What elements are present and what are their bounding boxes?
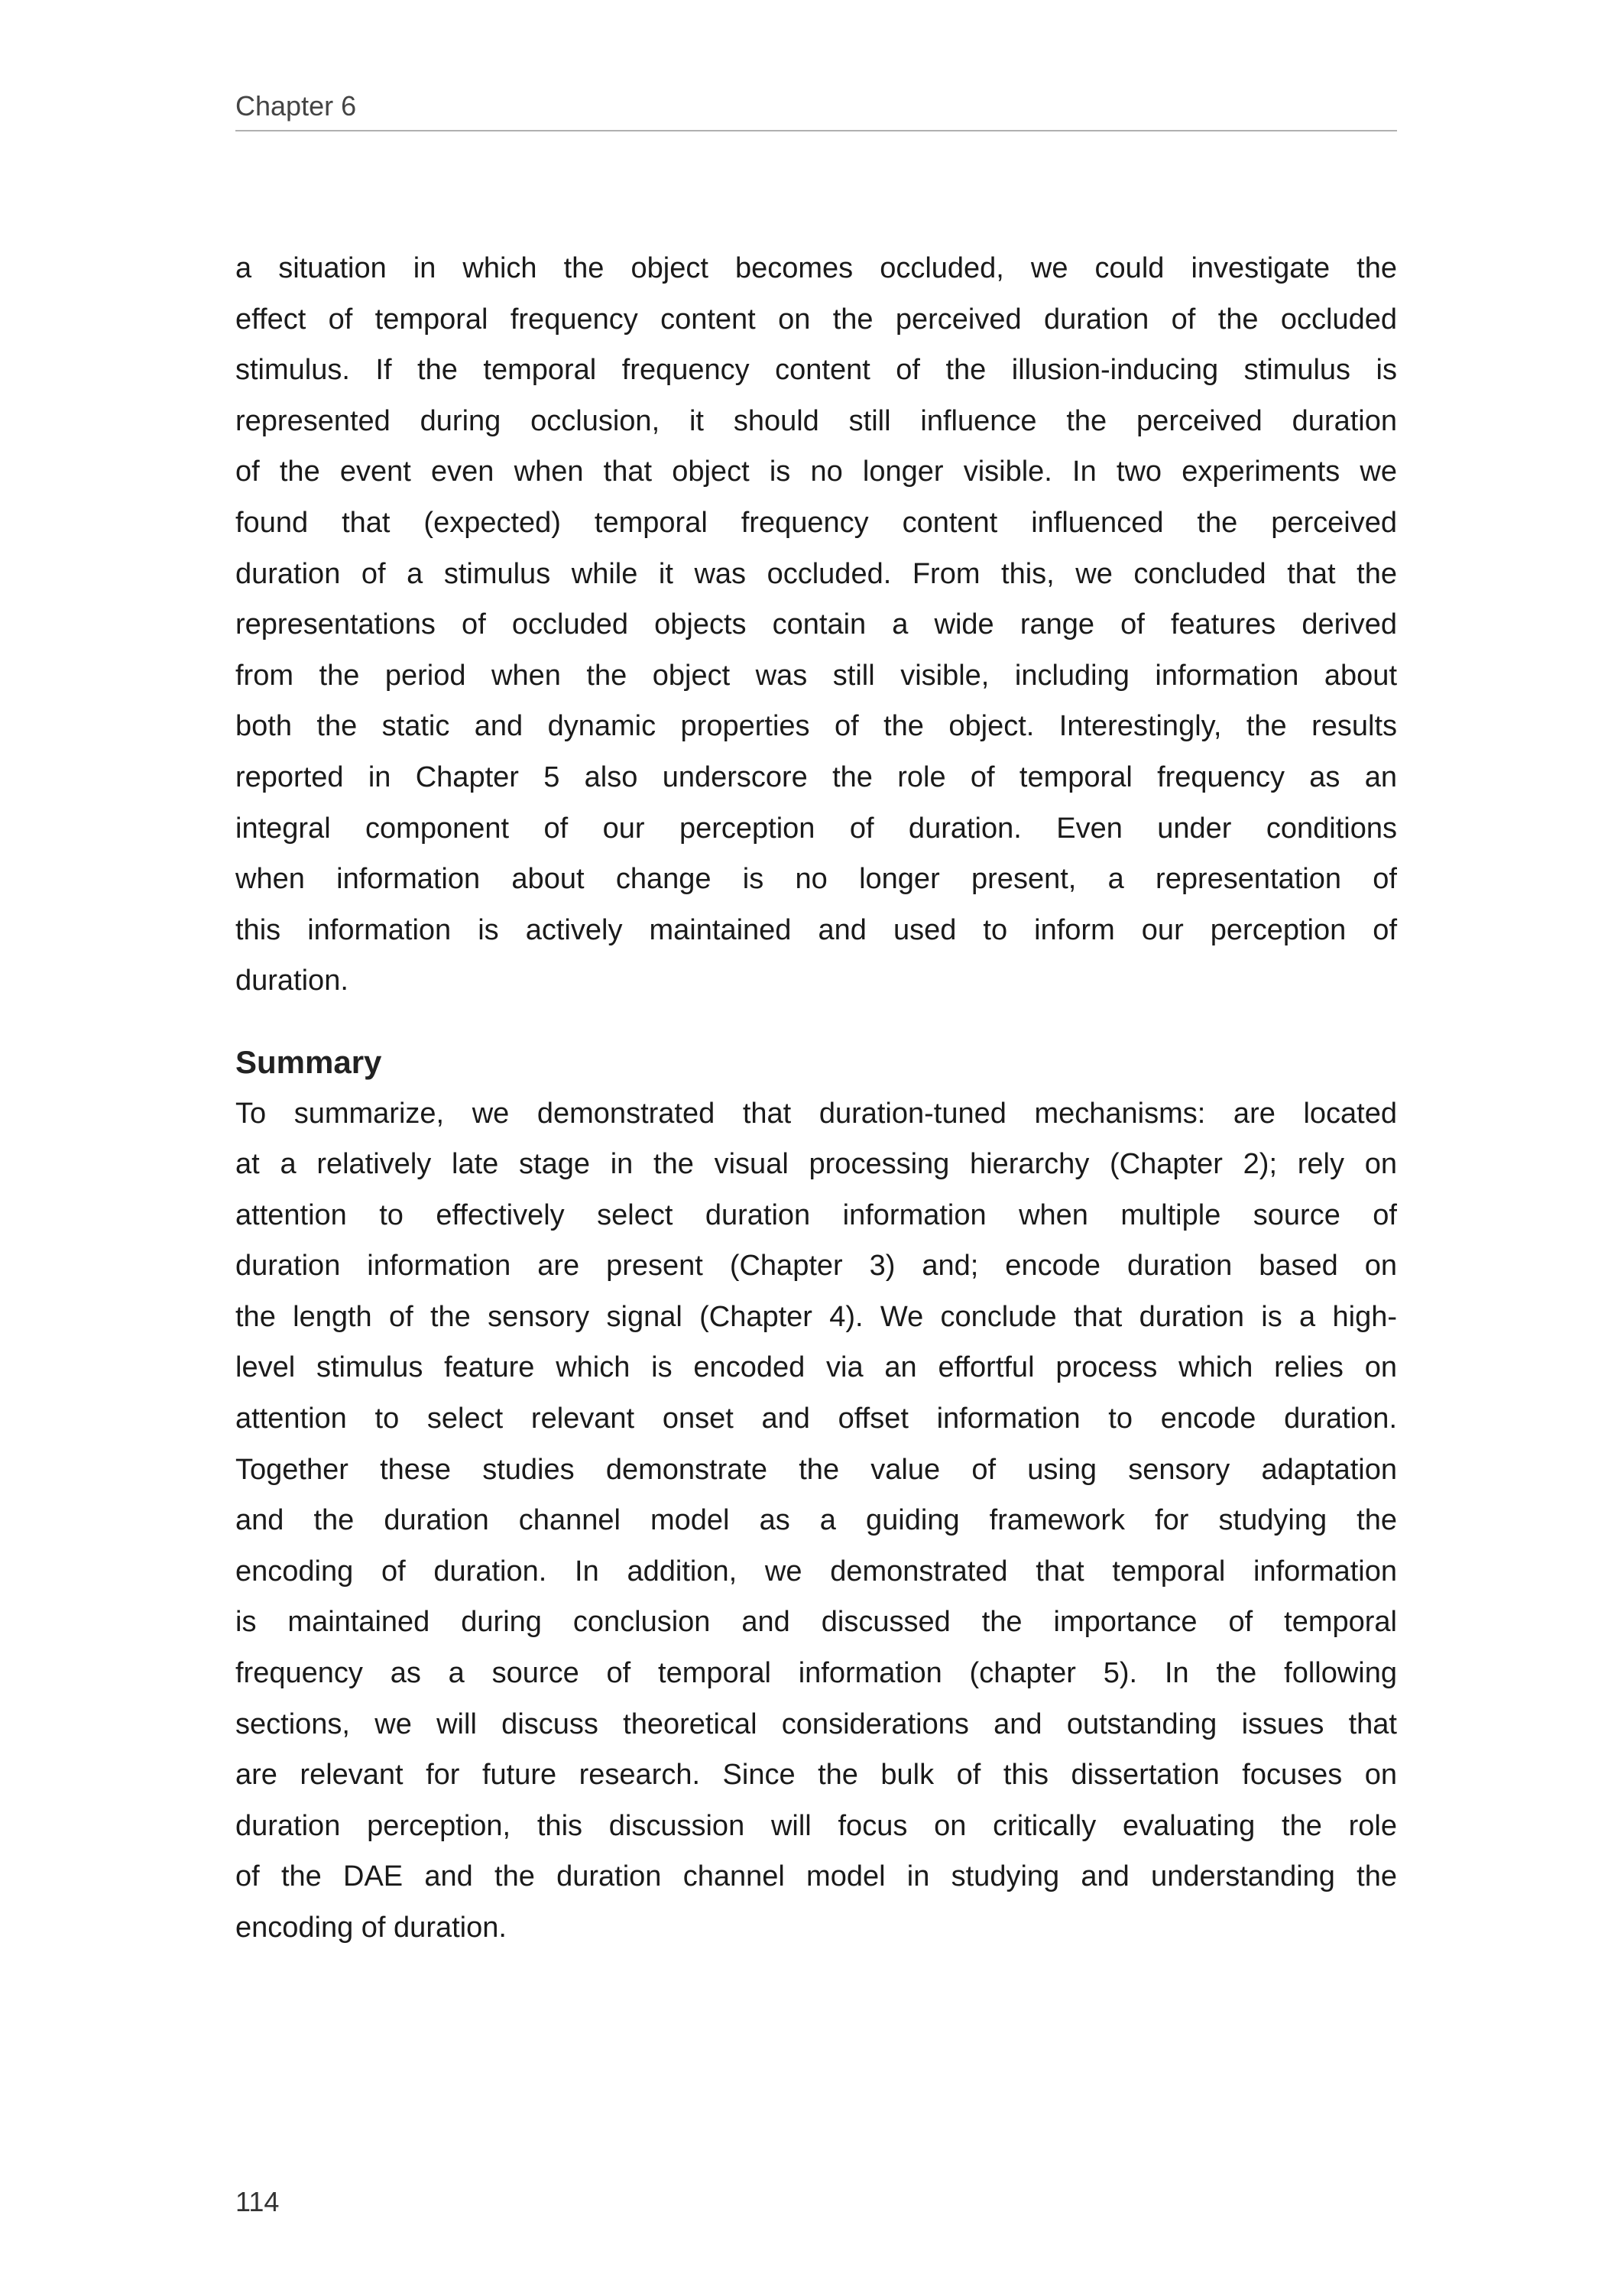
text-line: of the event even when that object is no longer visible. In two experiments we [235, 456, 1397, 488]
text-line: level stimulus feature which is encoded via an effortful process which relies on [235, 1351, 1397, 1384]
text-line: at a relatively late stage in the visual processing hierarchy (Chapter 2); rely on [235, 1148, 1397, 1181]
text-line: a situation in which the object becomes occluded, we could investigate the [235, 252, 1397, 284]
paragraph [235, 243, 1397, 1007]
summary-paragraph [235, 1088, 1397, 1954]
text-line: is maintained during conclusion and discussed the importance of temporal [235, 1606, 1397, 1639]
text-line: duration. [235, 965, 348, 997]
text-line: from the period when the object was still visible, including information about [235, 659, 1397, 692]
text-line: duration information are present (Chapter 3) and; encode duration based on [235, 1250, 1397, 1283]
text-line: effect of temporal frequency content on the perceived duration of the occluded [235, 303, 1397, 336]
text-line: sections, we will discuss theoretical considerations and outstanding issues that [235, 1708, 1397, 1740]
header-rule [235, 130, 1397, 131]
running-head: Chapter 6 [235, 90, 357, 122]
body-text [235, 243, 1397, 1954]
page-number: 114 [235, 2186, 280, 2217]
text-line: of the DAE and the duration channel model in studying and understanding the [235, 1860, 1397, 1893]
text-line: and the duration channel model as a guiding framework for studying the [235, 1504, 1397, 1537]
section-heading-summary: Summary [235, 1043, 382, 1080]
text-line: the length of the sensory signal (Chapter 4). We conclude that duration is a high- [235, 1300, 1397, 1333]
text-line: duration of a stimulus while it was occluded. From this, we concluded that the [235, 557, 1397, 590]
text-line: frequency as a source of temporal information (chapter 5). In the following [235, 1657, 1397, 1690]
text-line: encoding of duration. [235, 1912, 507, 1944]
text-line: this information is actively maintained and used to inform our perception of [235, 913, 1397, 946]
text-line: attention to select relevant onset and offset information to encode duration. [235, 1403, 1397, 1435]
text-line: stimulus. If the temporal frequency content of the illusion-inducing stimulus is [235, 354, 1397, 387]
text-line: when information about change is no longer present, a representation of [235, 863, 1397, 896]
text-line: encoding of duration. In addition, we demonstrated that temporal information [235, 1555, 1397, 1588]
text-line: reported in Chapter 5 also underscore the role of temporal frequency as an [235, 761, 1397, 793]
text-line: both the static and dynamic properties of the object. Interestingly, the results [235, 710, 1397, 743]
text-line: represented during occlusion, it should still influence the perceived duration [235, 404, 1397, 437]
text-line: integral component of our perception of duration. Even under conditions [235, 812, 1397, 845]
text-line: Together these studies demonstrate the value of using sensory adaptation [235, 1453, 1397, 1486]
text-line: found that (expected) temporal frequency content influenced the perceived [235, 506, 1397, 539]
text-line: To summarize, we demonstrated that duration-tuned mechanisms: are located [235, 1097, 1397, 1130]
text-line: representations of occluded objects contain a wide range of features derived [235, 608, 1397, 641]
text-line: attention to effectively select duration information when multiple source of [235, 1198, 1397, 1231]
text-line: are relevant for future research. Since the bulk of this dissertation focuses on [235, 1759, 1397, 1792]
text-line: duration perception, this discussion will focus on critically evaluating the role [235, 1809, 1397, 1842]
